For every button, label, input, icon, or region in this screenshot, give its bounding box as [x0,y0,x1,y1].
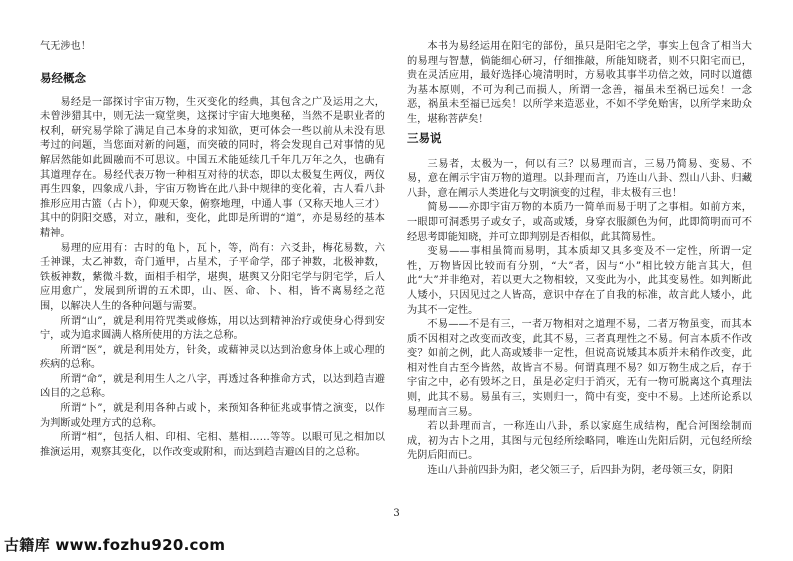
intro-line: 气无涉也！ [40,41,91,52]
body-paragraph: 所谓“卜”，就是利用各种占或卜，来预知各种征兆或事情之演变，以作为判断或处理方式的总称。 [40,403,385,429]
body-paragraph: 所谓“相”，包括人相、印相、宅相、墓相……等等。以眼可见之相加以推演运用，观察其变化，以作改变或附和，而达到趋吉避凶目的之总称。 [40,432,385,458]
body-paragraph: 所谓“山”，就是利用符咒类或修炼，用以达到精神治疗或使身心得到安宁，或为追求圆满人格所使用的方法之总称。 [40,315,385,342]
body-paragraph: 所谓“医”，就是利用处方，针灸，或藉神灵以达到治愈身体上或心理的疾病的总称。 [40,344,385,371]
body-paragraph: 简易——亦即宇宙万物的本质乃一简单而易于明了之事相。如前方来，一眼即可洞悉男子或女子，或高或矮，身穿衣服颜色为何，此即简明而可不经思考即能知晓，并可立即判别是否相似，此其简易性。 [407,202,752,243]
right-paragraphs [407,158,752,479]
body-paragraph: 不易——不是有三，一者万物相对之道理不易，二者万物虽变，而其本质不因相对之改变而改变，此其不易，三者真理性之不易。何言本质不作改变？如前之例，此人高或矮非一定性，但说高说矮其本质并未稍作改变，此相对性自古至今皆然，故皆言不易。何谓真理不易？如万物生成之后，存于宇宙之中，必有毁坏之日，虽是必定归于消灭，无有一物可脱离这个真理法则，此其不易。易虽有三，实则归一，简中有变，变中不易。上述所论系以易理而言三易。 [407,319,752,418]
body-paragraph: 易理的应用有：古时的龟卜，瓦卜，等，尚有：六爻卦，梅花易数，六壬神课，太乙神数，奇门遁甲，占星术，子平命学，邵子神数，北极神数，铁板神数，紫微斗数，面相手相学，堪舆，堪舆又分阳宅学与阴宅学，后人应用愈广，发展到所谓的五术即，山、医、命、卜、相，皆不离易经之范围，以解决人生的各种问题与需要。 [40,242,385,312]
body-paragraph: 本书为易经运用在阳宅的部份，虽只是阳宅之学，事实上包含了相当大的易理与智慧，倘能细心研习，仔细推敲，所能知晓者，则不只阳宅而已，贵在灵活应用，最好选择心境清明时，方易收其事半功倍之效，同时以道德为基本原则，不可为利己而损人，所谓一念善，福虽未至祸已远矣！一念恶，祸虽未至福已远矣！以所学来造恶业，不如不学免贻害，以所学来助众生，堪称菩萨矣！ [407,41,752,125]
body-paragraph: 变易——事相虽简而易明，其本质却又具多变及不一定性，所谓一定性，万物皆因比较而有分别，“大”者，因与“小”相比较方能言其大，但此“大”并非绝对，若以更大之物相较，又变此为小，此其变易性。如判断此人矮小，只因见过之人皆高，意识中存在了自我的标准，故言此人矮小，此为其不一定性。 [407,246,752,316]
left-column [40,40,385,460]
page-number: 3 [393,508,400,519]
body-paragraph: 所谓“命”，就是利用生人之八字，再透过各种推命方式，以达到趋吉避凶目的之总称。 [40,373,385,400]
left-paragraphs [40,96,385,461]
right-column [407,40,752,479]
site-watermark: 古籍库 www.fozhu920.com [4,536,226,554]
body-paragraph: 易经是一部探讨宇宙万物，生灭变化的经典，其包含之广及运用之大，未曾涉猎其中，则无法一窥堂奥，这探讨宇宙大地奥秘，当然不是职业者的权利，研究易学除了满足自己本身的求知欲，更可体会一些以前从未没有思考过的问题，当您面对新的问题，而突破的同时，将会发现自己对事情的见解居然能如此圆融而不可思议。中国五术能延续几千年几万年之久，也确有其道理存在。易经代表万物一种相互对待的状态，即以太极复生两仪，两仪再生四象，四象成八卦，宇宙万物皆在此八卦中规律的变化着，古人看八卦推形应用古篮（占卜），仰观天象，俯察地理，中通人事（又称天地人三才）其中的阴阳交感，对立，融和，变化，此即是所谓的“道”，亦是易经的基本精神。 [40,96,385,239]
body-paragraph: 连山八卦前四卦为阳，老父领三子，后四卦为阴，老母领三女，阴阳 [427,465,734,477]
section-heading-sanyi: 三易说 [407,130,442,145]
body-paragraph: 若以卦理而言，一称连山八卦，系以家庭生成结构，配合河图绘制而成，初为古卜之用，其图与元包经所绘略同，唯连山先阳后阴，元包经所绘先阴后阳而已。 [407,421,752,462]
section-heading-yijing: 易经概念 [40,70,86,85]
right-intro-paragraphs [407,40,752,128]
body-paragraph: 三易者，太极为一，何以有三？以易理而言，三易乃简易、变易、不易，意在阐示宇宙万物的道理。以卦理而言，乃连山八卦、烈山八卦、归藏八卦，意在阐示人类进化与文明演变的过程，非太极有三也！ [407,158,752,199]
